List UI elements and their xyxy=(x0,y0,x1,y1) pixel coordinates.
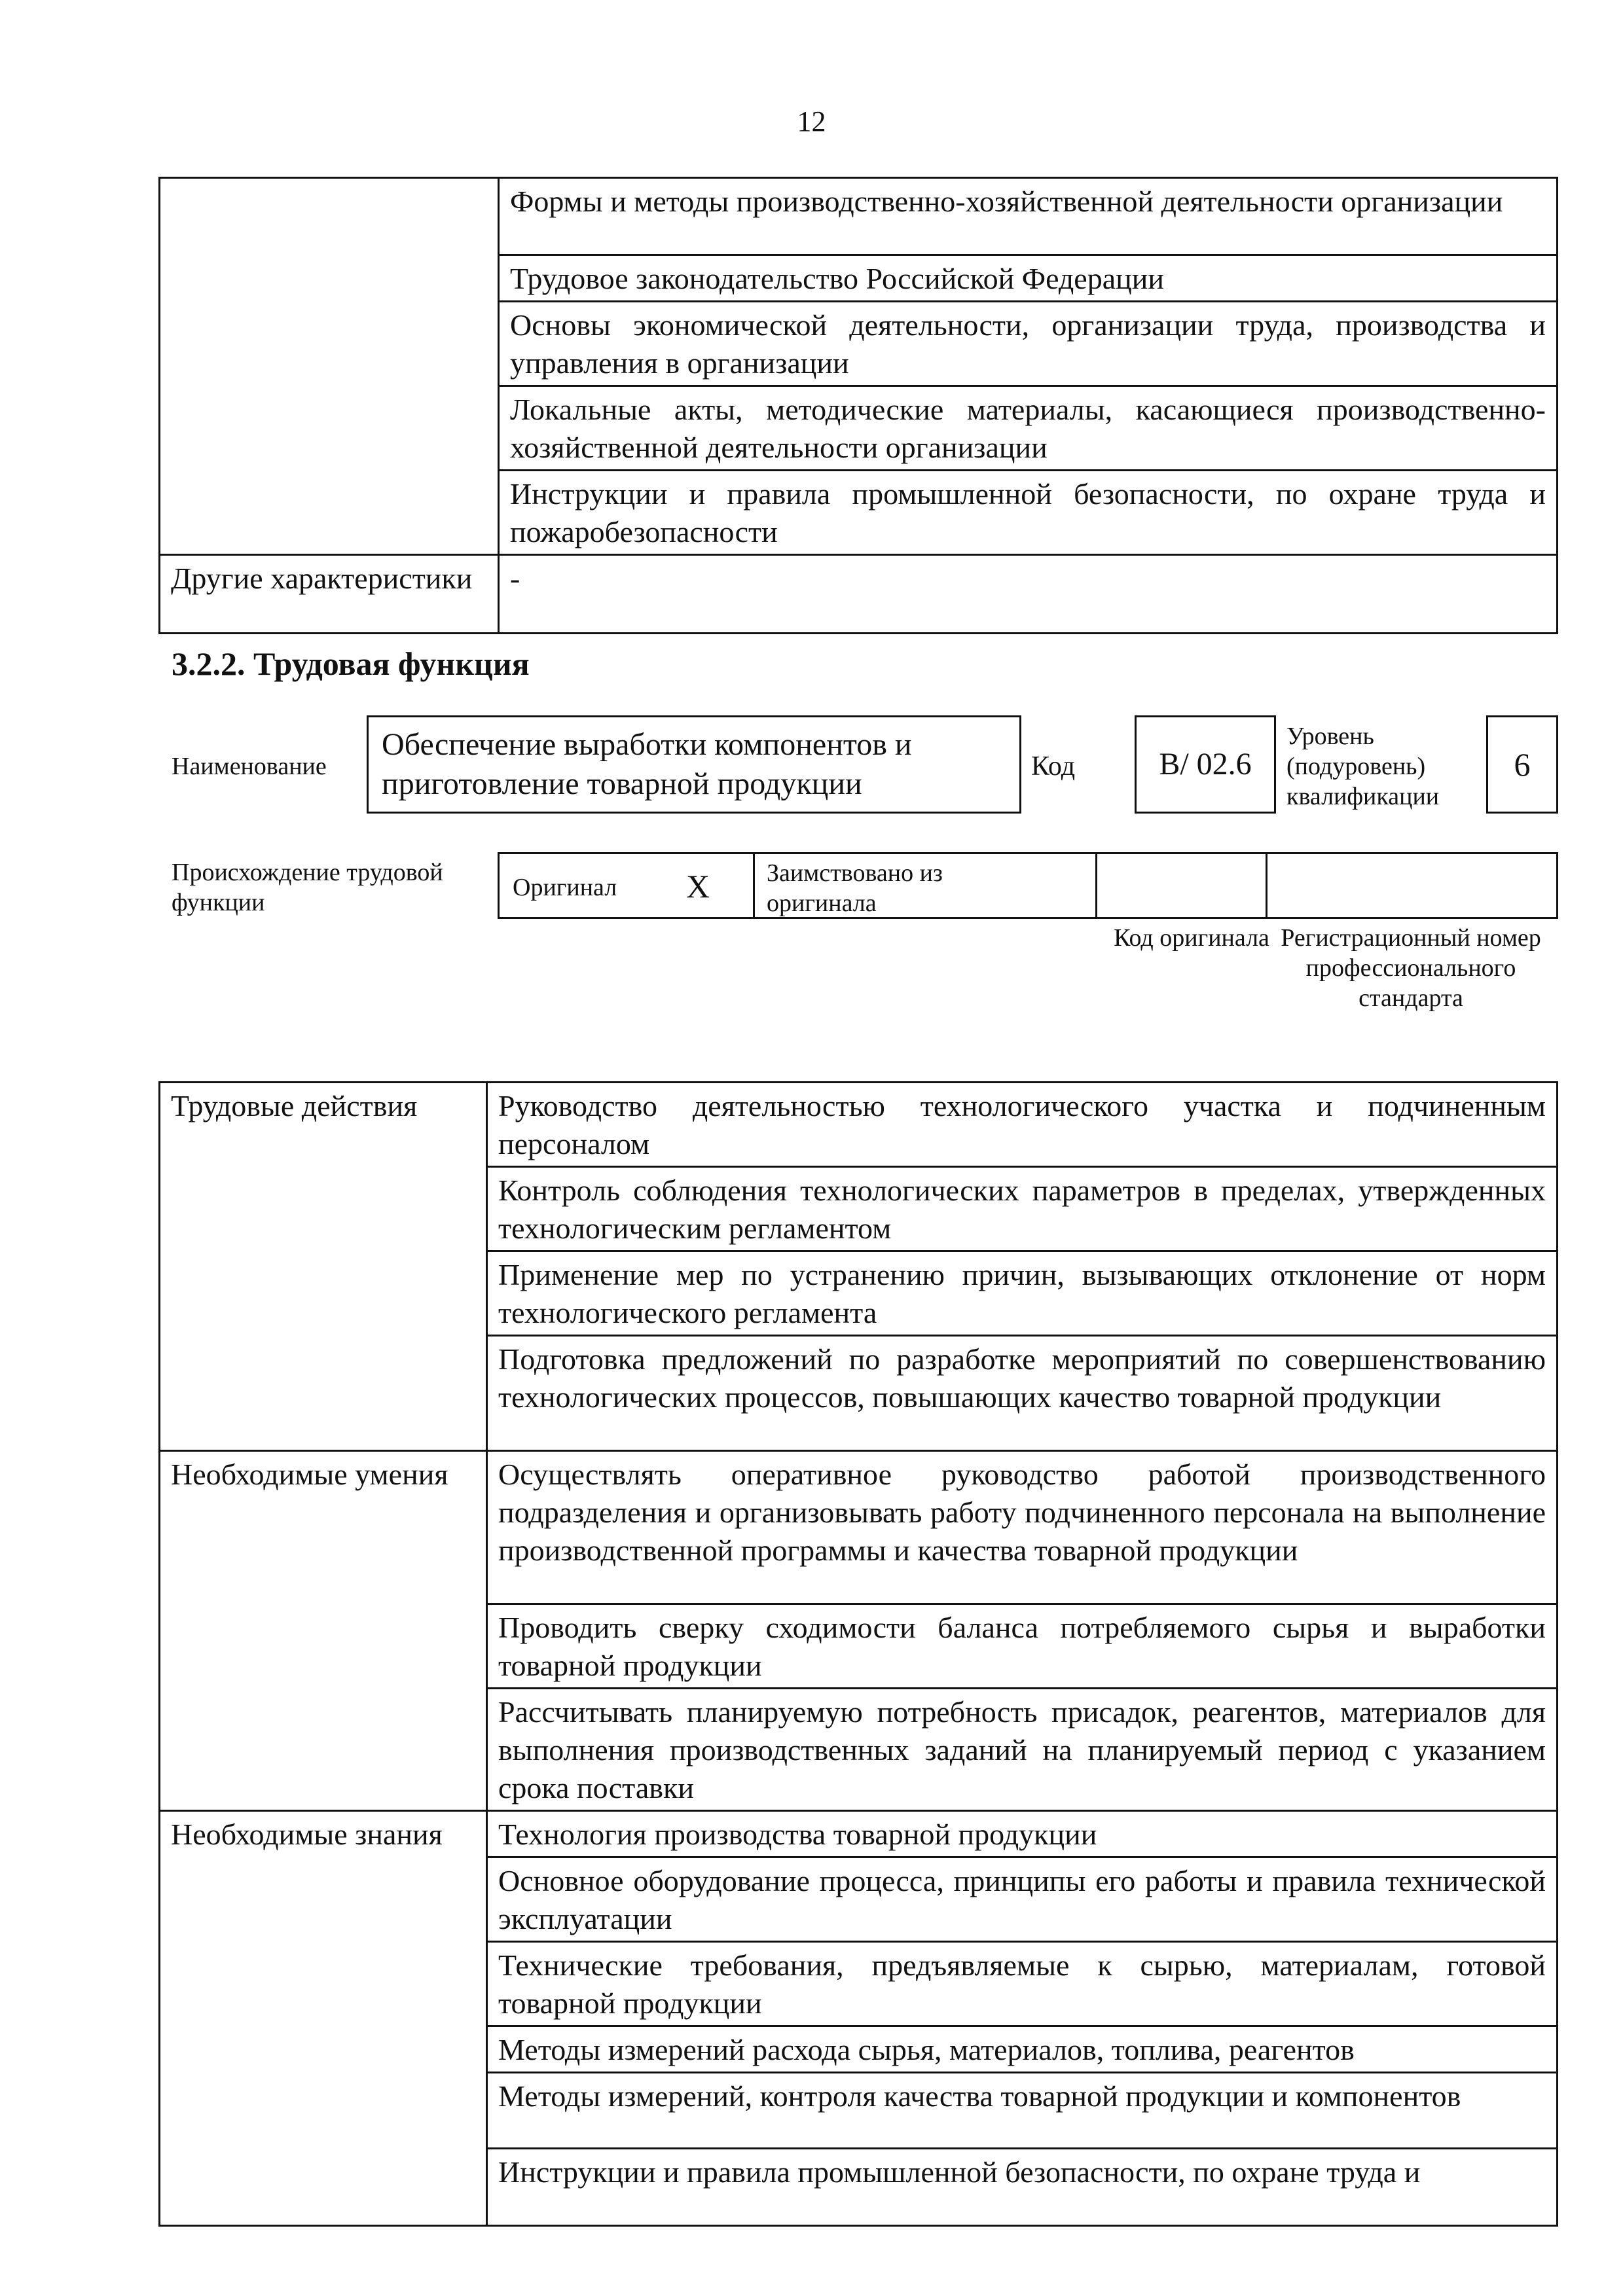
knowledge-label-cell xyxy=(160,178,499,555)
code-caption: Код оригинала xyxy=(1114,924,1269,952)
knowledge-item: Трудовое законодательство Российской Федерации xyxy=(499,255,1558,302)
knowledge-item: Основное оборудование процесса, принципы его работы и правила технической эксплуатации xyxy=(487,1857,1558,1942)
borrowed-label: Заимствовано из оригинала xyxy=(767,859,943,917)
skill-item: Рассчитывать планируемую потребность присадок, реагентов, материалов для выполнения производственных заданий на планируемый период с указанием срока поставки xyxy=(487,1689,1558,1811)
code-value: B/ 02.6 xyxy=(1135,715,1276,814)
knowledge-item: Методы измерений, контроля качества товарной продукции и компонентов xyxy=(487,2073,1558,2149)
skill-item: Проводить сверку сходимости баланса потребляемого сырья и выработки товарной продукции xyxy=(487,1604,1558,1689)
action-item: Контроль соблюдения технологических параметров в пределах, утвержденных технологическим регламентом xyxy=(487,1167,1558,1251)
divider xyxy=(753,854,755,917)
knowledge-item: Формы и методы производственно-хозяйственной деятельности организации xyxy=(499,178,1558,255)
other-label: Другие характеристики xyxy=(160,555,499,634)
skills-label: Необходимые умения xyxy=(160,1451,487,1811)
knowledge-label: Необходимые знания xyxy=(160,1811,487,2226)
reg-caption: Регистрационный номер профессионального стандарта xyxy=(1281,924,1541,1012)
origin-label: Происхождение трудовой функции xyxy=(172,859,443,916)
level-value: 6 xyxy=(1486,715,1558,814)
original-mark: X xyxy=(686,868,710,905)
divider xyxy=(1095,854,1097,917)
knowledge-item: Инструкции и правила промышленной безопасности, по охране труда и пожаробезопасности xyxy=(499,471,1558,555)
level-label: Уровень (подуровень) квалификации xyxy=(1286,723,1440,810)
action-item: Подготовка предложений по разработке мероприятий по совершенствованию технологических процессов, повышающих качество товарной продукции xyxy=(487,1336,1558,1451)
knowledge-item: Локальные акты, методические материалы, касающиеся производственно-хозяйственной деятельности организации xyxy=(499,386,1558,471)
skill-item: Осуществлять оперативное руководство работой производственного подразделения и организовывать работу подчиненного персонала на выполнение производственной программы и качества товарной продукции xyxy=(487,1451,1558,1604)
divider xyxy=(1266,854,1267,917)
origin-box xyxy=(498,852,1558,919)
actions-label: Трудовые действия xyxy=(160,1083,487,1451)
name-value: Обеспечение выработки компонентов и приготовление товарной продукции xyxy=(367,715,1021,814)
other-value: - xyxy=(499,555,1558,634)
original-label: Оригинал xyxy=(513,874,617,901)
knowledge-item: Технология производства товарной продукции xyxy=(487,1811,1558,1857)
page-number: 12 xyxy=(797,105,826,137)
knowledge-item: Технические требования, предъявляемые к сырью, материалам, готовой товарной продукции xyxy=(487,1942,1558,2026)
action-item: Применение мер по устранению причин, вызывающих отклонение от норм технологического регламента xyxy=(487,1251,1558,1336)
section-title: 3.2.2. Трудовая функция xyxy=(172,645,530,682)
name-label: Наименование xyxy=(172,753,327,780)
knowledge-item: Основы экономической деятельности, организации труда, производства и управления в организации xyxy=(499,302,1558,386)
knowledge-item: Инструкции и правила промышленной безопасности, по охране труда и xyxy=(487,2149,1558,2226)
knowledge-item: Методы измерений расхода сырья, материалов, топлива, реагентов xyxy=(487,2026,1558,2073)
main-table xyxy=(158,1081,1558,2227)
action-item: Руководство деятельностью технологического участка и подчиненным персоналом xyxy=(487,1083,1558,1167)
top-table xyxy=(158,177,1558,634)
code-label: Код xyxy=(1031,751,1076,781)
